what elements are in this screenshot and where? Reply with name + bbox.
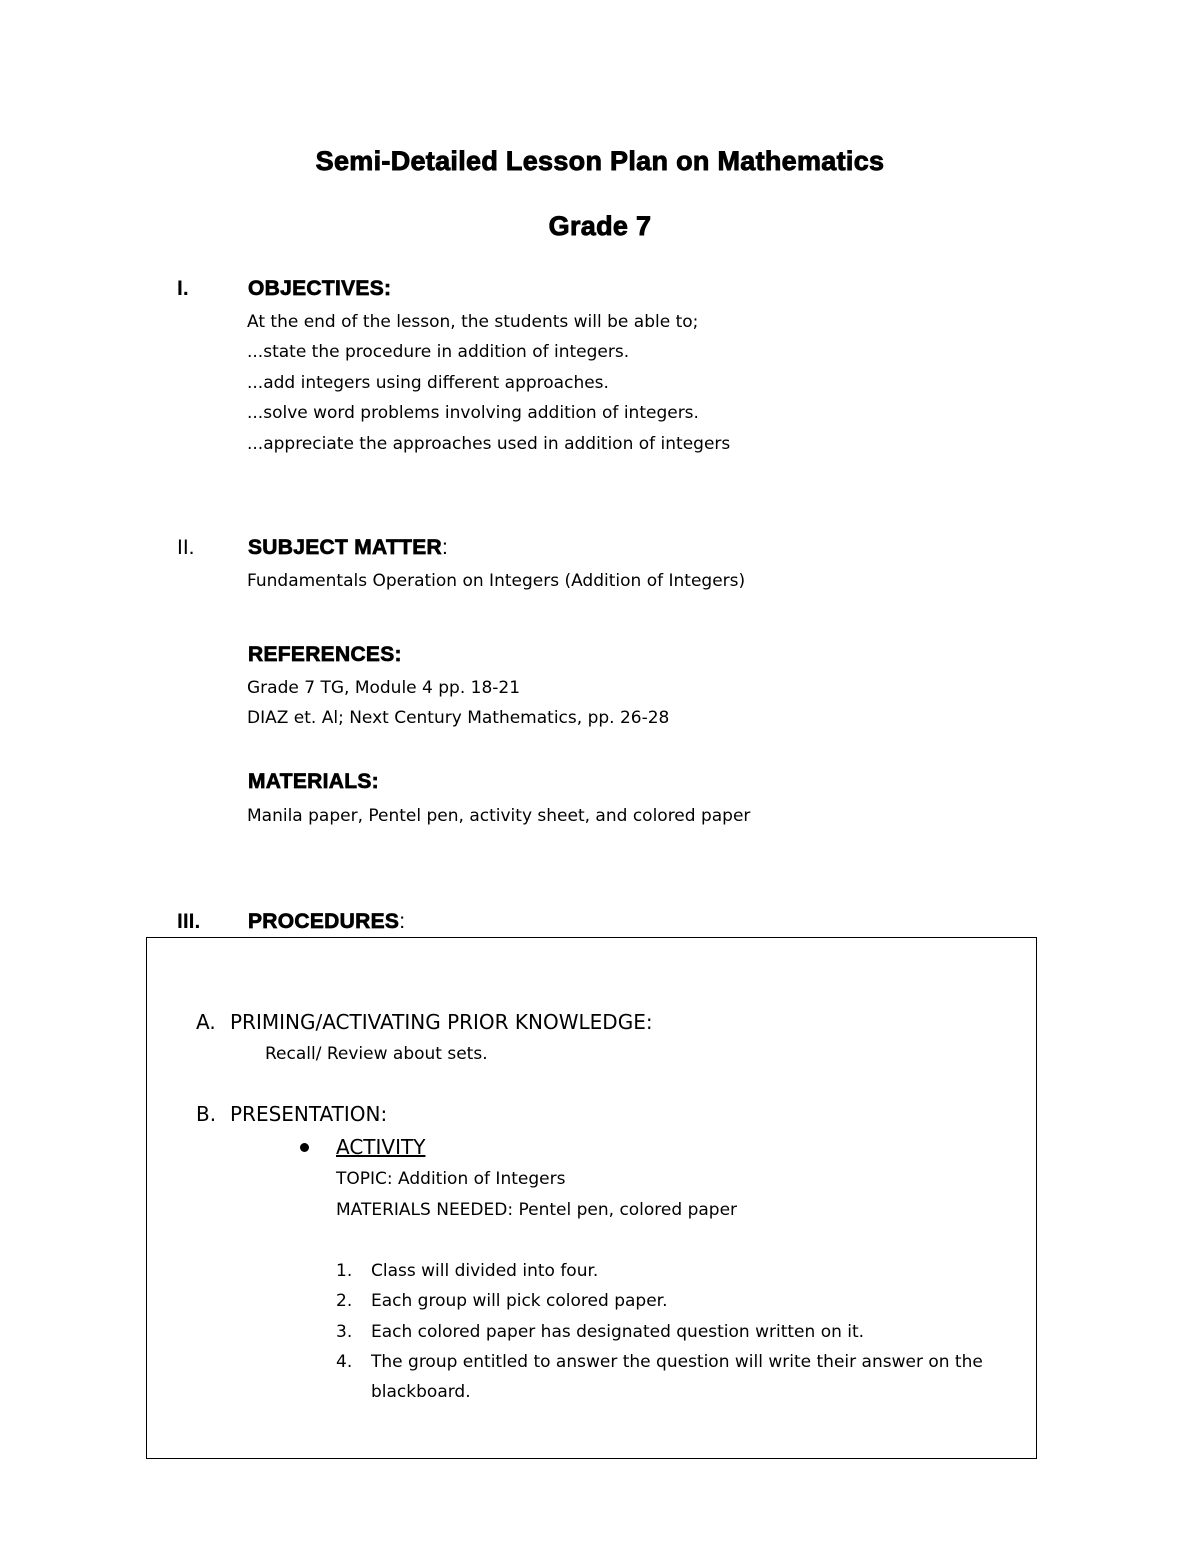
objective-item: ...appreciate the approaches used in addition of integers [247, 434, 731, 454]
procedures-numeral: III. [177, 910, 201, 933]
activity-topic: TOPIC: Addition of Integers [336, 1169, 566, 1189]
procedures-heading: PROCEDURES: [248, 910, 406, 933]
reference-item: DIAZ et. Al; Next Century Mathematics, pp. 26-28 [247, 708, 670, 728]
step-number: 1. [336, 1261, 353, 1281]
step-text: Each colored paper has designated question written on it. [371, 1322, 865, 1342]
objective-item: ...solve word problems involving addition of integers. [247, 403, 699, 423]
objectives-numeral: I. [177, 277, 189, 300]
document-title: Semi-Detailed Lesson Plan on Mathematics [315, 146, 885, 176]
materials-heading: MATERIALS: [248, 770, 379, 793]
reference-item: Grade 7 TG, Module 4 pp. 18-21 [247, 678, 521, 698]
step-text-continued: blackboard. [371, 1382, 471, 1402]
step-text: Class will divided into four. [371, 1261, 599, 1281]
objective-item: ...state the procedure in addition of integers. [247, 342, 630, 362]
subject-matter-text: Fundamentals Operation on Integers (Addition of Integers) [247, 571, 746, 591]
section-b-heading: PRESENTATION: [230, 1102, 388, 1126]
step-number: 3. [336, 1322, 353, 1342]
objectives-heading: OBJECTIVES: [248, 277, 392, 300]
step-text: The group entitled to answer the question will write their answer on the [371, 1352, 983, 1372]
section-b-letter: B. [196, 1102, 217, 1126]
step-text: Each group will pick colored paper. [371, 1291, 668, 1311]
activity-label: ACTIVITY [336, 1135, 426, 1159]
objective-item: ...add integers using different approaches. [247, 373, 609, 393]
objectives-intro: At the end of the lesson, the students will be able to; [247, 312, 699, 332]
section-a-heading: PRIMING/ACTIVATING PRIOR KNOWLEDGE: [230, 1010, 653, 1034]
materials-text: Manila paper, Pentel pen, activity sheet, and colored paper [247, 806, 751, 826]
subject-matter-heading: SUBJECT MATTER: [248, 536, 449, 559]
step-number: 4. [336, 1352, 353, 1372]
step-number: 2. [336, 1291, 353, 1311]
section-a-text: Recall/ Review about sets. [265, 1044, 488, 1064]
subject-matter-numeral: II. [177, 536, 195, 559]
grade-title: Grade 7 [548, 211, 652, 241]
references-heading: REFERENCES: [248, 643, 402, 666]
bullet-icon [300, 1143, 309, 1152]
section-a-letter: A. [196, 1010, 216, 1034]
activity-materials: MATERIALS NEEDED: Pentel pen, colored paper [336, 1200, 738, 1220]
